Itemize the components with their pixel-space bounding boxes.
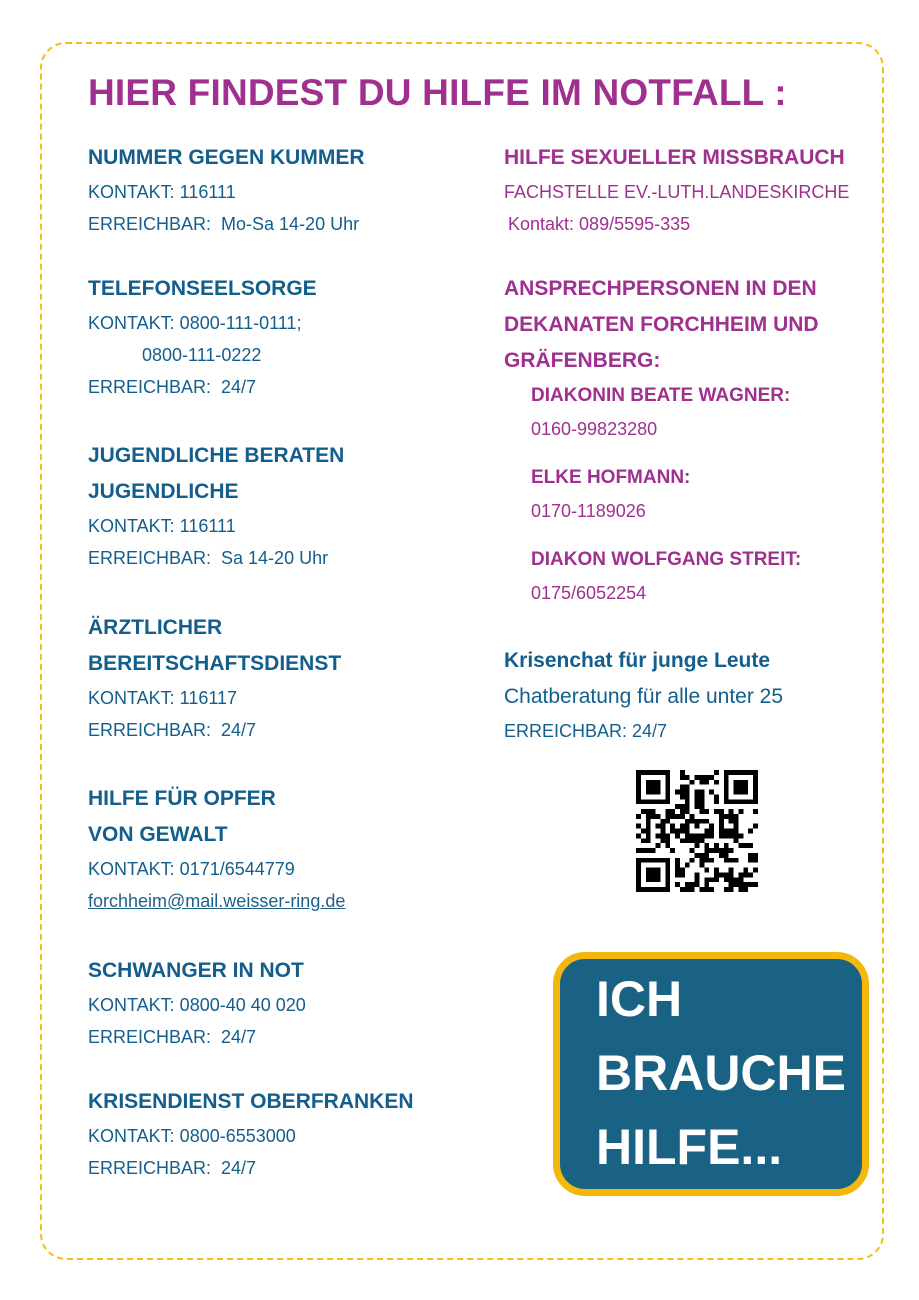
section-heading: TELEFONSEELSORGE — [88, 277, 317, 300]
organisation: FACHSTELLE EV.-LUTH.LANDESKIRCHE — [504, 182, 850, 202]
help-button-line: BRAUCHE — [596, 1045, 846, 1101]
contact-person-phone: 0170-1189026 — [531, 501, 646, 521]
section-heading-cont: GRÄFENBERG: — [504, 349, 661, 372]
contact-phone: KONTAKT: 116111 — [88, 182, 236, 202]
ich-brauche-hilfe-button[interactable] — [553, 952, 869, 1196]
availability: ERREICHBAR: 24/7 — [88, 1027, 257, 1047]
page-title: HIER FINDEST DU HILFE IM NOTFALL : — [88, 72, 787, 113]
contact-phone: KONTAKT: 0800-6553000 — [88, 1126, 296, 1146]
section-heading-cont: JUGENDLICHE — [88, 480, 239, 503]
section-heading: NUMMER GEGEN KUMMER — [88, 146, 365, 169]
contact-person-name: DIAKONIN BEATE WAGNER: — [531, 385, 791, 406]
section-telefonseelsorge — [88, 271, 317, 403]
section-nummer-gegen-kummer — [88, 140, 365, 240]
contact-person-phone: 0160-99823280 — [531, 419, 658, 439]
availability: ERREICHBAR: Mo-Sa 14-20 Uhr — [88, 214, 360, 234]
availability: ERREICHBAR: 24/7 — [504, 721, 668, 741]
section-krisendienst-oberfranken — [88, 1084, 414, 1184]
section-heading: ANSPRECHPERSONEN IN DEN — [504, 277, 817, 300]
email-link[interactable]: forchheim@mail.weisser-ring.de — [88, 891, 346, 911]
contact-phone: KONTAKT: 0800-111-0111; — [88, 313, 302, 333]
section-heading-cont: DEKANATEN FORCHHEIM UND — [504, 313, 819, 336]
section-heading: JUGENDLICHE BERATEN — [88, 444, 345, 467]
contact-phone-alt: 0800-111-0222 — [142, 345, 262, 365]
section-heading: Krisenchat für junge Leute — [504, 649, 771, 672]
section-aerztlicher-bereitschaftsdienst — [88, 610, 341, 746]
help-button-line: ICH — [596, 971, 683, 1027]
section-heading: ÄRZTLICHER — [88, 616, 223, 639]
contact-phone: Kontakt: 089/5595-335 — [508, 214, 691, 234]
availability: ERREICHBAR: 24/7 — [88, 720, 257, 740]
section-hilfe-sexueller-missbrauch — [504, 140, 849, 240]
chat-description: Chatberatung für alle unter 25 — [504, 685, 784, 708]
section-jugendliche-beraten-jugendliche — [88, 438, 344, 574]
contact-phone: KONTAKT: 116111 — [88, 516, 236, 536]
section-schwanger-in-not — [88, 953, 306, 1053]
availability: ERREICHBAR: 24/7 — [88, 377, 257, 397]
availability: ERREICHBAR: Sa 14-20 Uhr — [88, 548, 329, 568]
contact-person-name: DIAKON WOLFGANG STREIT: — [531, 549, 802, 570]
section-krisenchat — [504, 643, 783, 747]
section-hilfe-fuer-opfer — [88, 781, 345, 917]
availability: ERREICHBAR: 24/7 — [88, 1158, 257, 1178]
contact-person-name: ELKE HOFMANN: — [531, 467, 691, 488]
section-heading: HILFE FÜR OPFER — [88, 787, 276, 810]
section-heading: SCHWANGER IN NOT — [88, 959, 304, 982]
contact-phone: KONTAKT: 0800-40 40 020 — [88, 995, 306, 1015]
contact-phone: KONTAKT: 0171/6544779 — [88, 859, 295, 879]
section-ansprechpersonen — [504, 271, 819, 609]
contact-phone: KONTAKT: 116117 — [88, 688, 238, 708]
section-heading: HILFE SEXUELLER MISSBRAUCH — [504, 146, 845, 169]
contact-person-phone: 0175/6052254 — [531, 583, 647, 603]
section-heading-cont: BEREITSCHAFTSDIENST — [88, 652, 342, 675]
section-heading-cont: VON GEWALT — [88, 823, 228, 846]
help-button-line: HILFE... — [596, 1119, 783, 1175]
qr-code-icon[interactable] — [636, 770, 758, 892]
section-heading: KRISENDIENST OBERFRANKEN — [88, 1090, 414, 1113]
